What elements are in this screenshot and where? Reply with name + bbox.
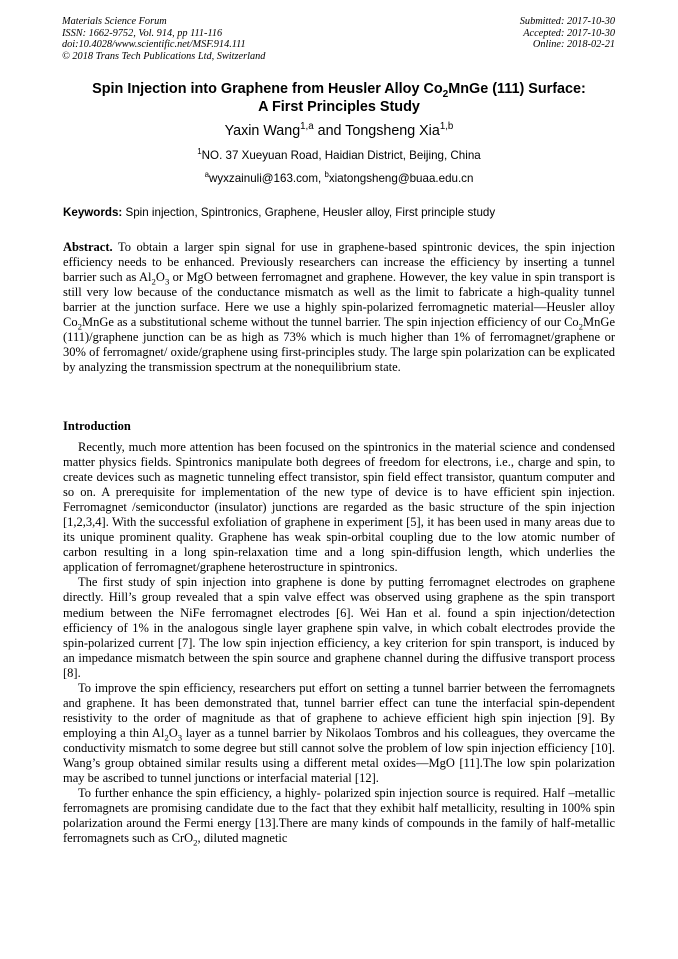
author-name-2: Tongsheng Xia xyxy=(345,123,440,139)
title-line1-part2: MnGe (111) Surface: xyxy=(448,81,586,97)
paragraph-3-text-3: layer as a tunnel barrier by Nikolaos Tombros and his colleagues, they overcame the conductivity mismatch to some degree but still cannot solve the problem of low spin injection efficiency [10]. Wang’s group obtained similar results using a different metal oxides—MgO [11].The low spin polarization may be ascribed to tunnel junctions or interfacial material [12]. xyxy=(63,725,615,786)
submitted-date: Submitted: 2017-10-30 xyxy=(519,16,615,27)
abstract-text-5: MnGe (111)/graphene junction can be as high as 73% which is much higher than 1% of ferromagnet/graphene or 30% of ferromagnet/ oxide/graphene using first-principles study. The large spin polarization can be explicated by analyzing the transmission spectrum at the nonequilibrium state. xyxy=(63,315,615,375)
keywords xyxy=(63,206,615,220)
abstract-sub-4: 2 xyxy=(578,321,584,332)
abstract-sub-3: 2 xyxy=(77,321,82,332)
email-a: wyxzainuli@163.com, xyxy=(208,172,325,185)
abstract-text-4: MnGe as a substitutional scheme without the tunnel barrier. The spin injection efficiency of our Co xyxy=(81,315,579,330)
author-1-superscript: 1,a xyxy=(300,121,314,133)
paragraph-3-sub-2: 3 xyxy=(177,732,183,743)
issn-line: ISSN: 1662-9752, Vol. 914, pp 111-116 xyxy=(62,27,223,39)
doi-line: doi:10.4028/www.scientific.net/MSF.914.111 xyxy=(62,39,246,51)
paragraph-3-text-2: O xyxy=(168,725,178,740)
author-conjunction: and xyxy=(313,123,346,139)
abstract-text-1: To obtain a larger spin signal for use in graphene-based spintronic devices, the spin injection efficiency needs to be enhanced. Previously researchers can increase the efficiency by inserting a tunnel barrier such as Al xyxy=(63,240,615,285)
author-2-superscript: 1,b xyxy=(439,121,454,133)
affiliation-superscript: 1 xyxy=(197,147,202,157)
paragraph-3-text-1: To improve the spin efficiency, researchers put effort on setting a tunnel barrier between the ferromagnets and graphene. It has been demonstrated that, tunnel barrier effect can tune the interfacial spin-dependent resistivity to the order of magnitude as that of graphene to achieve efficient high spin injection [9]. By employing a thin Al xyxy=(63,680,615,740)
paragraph-4 xyxy=(63,786,615,846)
affiliation-text: NO. 37 Xueyuan Road, Haidian District, Beijing, China xyxy=(201,149,481,162)
abstract-text-3: or MgO between ferromagnet and graphene. However, the key value in spin transport is still very low because of the conductance mismatch as well as the limit to fabricate a high-quality tunnel barrier at the junction surface. Here we use a highly spin-polarized ferromagnetic material—Heusler alloy Co xyxy=(63,270,615,330)
accepted-date: Accepted: 2017-10-30 xyxy=(523,27,615,39)
paragraph-4-text-2: , diluted magnetic xyxy=(197,831,288,846)
paragraph-4-text-1: To further enhance the spin efficiency, a highly- polarized spin injection source is required. Half –metallic ferromagnets are promising candidate due to the fact that they exhibit half metallicity, resulting in 100% spin polarization around the Fermi energy [13].There are many kinds of compounds in the family of half-metallic ferromagnets such as CrO xyxy=(63,786,615,846)
email-b: xiatongsheng@buaa.edu.cn xyxy=(328,172,474,185)
keywords-text: Spin injection, Spintronics, Graphene, Heusler alloy, First principle study xyxy=(122,206,496,219)
paragraph-1: Recently, much more attention has been focused on the spintronics in the material science and condensed matter physics fields. Spintronics manipulate both degrees of freedom for electrons, i.e., charge and spin, to create devices such as magnetic tunneling effect transistor, spin field effect transistor, quantum computer and so on. A prerequisite for implementation of the new type of device is to have efficient spin injection. Ferromagnet /semiconductor (insulator) junctions are regarded as the basic structure of the spin injection [1,2,3,4]. With the successful exfoliation of graphene in experiment [5], it has been used in many areas due to its unique prominent quality. Graphene has weak spin-orbital coupling due to the low atomic number of carbon resulting in a long spin-relaxation time and a long spin-diffusion length, which underlies the application of ferromagnet/graphene heterostructure in spintronics. xyxy=(63,440,615,575)
title-subscript: 2 xyxy=(442,88,449,100)
journal-name: Materials Science Forum xyxy=(62,16,167,27)
copyright-line: © 2018 Trans Tech Publications Ltd, Switzerland xyxy=(62,50,266,62)
journal-header xyxy=(62,16,265,62)
abstract xyxy=(63,240,615,375)
author-name-1: Yaxin Wang xyxy=(224,123,301,139)
paragraph-2: The first study of spin injection into graphene is done by putting ferromagnet electrodes on graphene directly. Hill’s group revealed that a spin valve effect was observed using graphene as the spin transport medium between the NiFe ferromagnet electrodes [6]. Wei Han et al. found a spin injection/detection efficiency of 1% in the analogous single layer graphene spin valve, in which cobalt electrodes provide the spin-polarized current [7]. The low spin injection efficiency, a key criterion for spin transport, is induced by an impedance mismatch between the spin source and graphene channel during the diffusive transport process [8]. xyxy=(63,575,615,680)
author-emails xyxy=(40,172,638,186)
paragraph-4-sub-1: 2 xyxy=(193,837,198,848)
email-b-superscript: b xyxy=(324,170,329,180)
paragraph-3-sub-1: 2 xyxy=(164,732,169,743)
author-list xyxy=(40,122,638,140)
title-line1-part1: Spin Injection into Graphene from Heusler Alloy Co xyxy=(92,81,443,97)
paragraph-3 xyxy=(63,681,615,786)
affiliation xyxy=(40,149,638,163)
abstract-sub-2: 3 xyxy=(164,276,170,287)
title-line2: A First Principles Study xyxy=(258,99,420,115)
email-a-superscript: a xyxy=(204,170,209,180)
online-date: Online: 2018-02-21 xyxy=(532,39,615,51)
abstract-text-2: O xyxy=(155,270,165,285)
dates-header xyxy=(520,16,615,51)
section-heading-introduction: Introduction xyxy=(63,419,131,433)
introduction-body xyxy=(63,440,615,846)
paper-title xyxy=(40,80,638,116)
abstract-label: Abstract. xyxy=(63,240,113,254)
keywords-label: Keywords: xyxy=(63,206,123,219)
abstract-sub-1: 2 xyxy=(151,276,156,287)
